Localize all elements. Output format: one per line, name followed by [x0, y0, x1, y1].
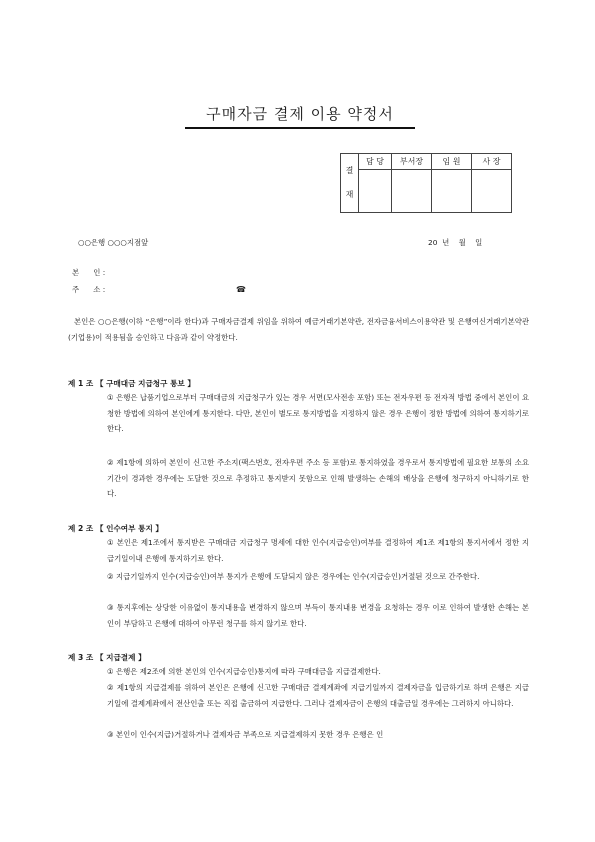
- article-2-clause-1: ① 본인은 제1조에서 통지받은 구매대금 지급청구 명세에 대한 인수(지급승인)여부를 결정하여 제1조 제1항의 통지서에서 정한 지급기일이내 은행에 통지하기로 한다.: [107, 538, 529, 563]
- approval-side-label: 결 재: [341, 154, 359, 213]
- approval-sign-executive[interactable]: [432, 170, 472, 213]
- approval-header-president: 사 장: [472, 154, 512, 170]
- title-underline: [185, 127, 415, 129]
- article-1-clause-1: ① 은행은 납품기업으로부터 구매대금의 지급청구가 있는 경우 서면(모사전송 포함) 또는 전자우편 등 전자적 방법 중에서 본인이 요청한 방법에 의하여 본인에게 통지한다. 다만, 본인이 별도로 통지방법을 지정하지 않은 경우 은행이 정한 방법에 의하여 통지하기로 한다.: [107, 393, 529, 434]
- approval-header-dept-head: 부서장: [392, 154, 432, 170]
- approval-sign-president[interactable]: [472, 170, 512, 213]
- approval-table: [340, 153, 512, 213]
- article-2-clause-2: ② 지급기일까지 인수(지급승인)여부 통지가 은행에 도달되지 않은 경우에는 인수(지급승인)거절된 것으로 간주한다.: [107, 572, 480, 581]
- document-title: 구매자금 결제 이용 약정서: [206, 105, 394, 123]
- approval-header-executive: 임 원: [432, 154, 472, 170]
- article-1-heading: 제 1 조 【 구매대금 지급청구 통보 】: [68, 379, 196, 388]
- article-1-clause-2: ② 제1항에 의하여 본인이 신고한 주소지(팩스번호, 전자우편 주소 등 포함)로 통지하였을 경우로서 통지방법에 필요한 보통의 소요기간이 경과한 경우에는 도달한 것으로 추정하고 통지받지 못함으로 인해 발생하는 손해의 배상을 은행에 청구하지 아니하기로 한다.: [107, 458, 529, 499]
- approval-sign-dept-head[interactable]: [392, 170, 432, 213]
- approval-sign-staff[interactable]: [359, 170, 392, 213]
- phone-icon: ☎: [236, 285, 246, 294]
- article-3-heading: 제 3 조 【 지급결제 】: [68, 653, 146, 662]
- approval-header-staff: 담 당: [359, 154, 392, 170]
- date-line: 20 년 월 일: [428, 238, 483, 247]
- address-label: 주 소 :: [72, 285, 106, 294]
- article-3-clause-1: ① 은행은 제2조에 의한 본인의 인수(지급승인)통지에 따라 구매대금을 지급결제한다.: [107, 667, 381, 676]
- article-3-clause-2: ② 제1항의 지급결제를 위하여 본인은 은행에 신고한 구매대금 결제계좌에 지급기일까지 결제자금을 입금하기로 하며 은행은 지급기일에 결제계좌에서 전산인출 또는 직접 출금하여 지급한다. 그러나 결제자금이 은행의 대출금일 경우에는 그러하지 아니하다.: [107, 683, 529, 708]
- person-label: 본 인 :: [72, 268, 106, 277]
- article-2-heading: 제 2 조 【 인수여부 통지 】: [68, 524, 164, 533]
- intro-paragraph: 본인은 ○○은행(이하 “은행”이라 한다)과 구매자금결제 위임을 위하여 예금거래기본약관, 전자금융서비스이용약관 및 은행여신거래기본약관(기업용)이 적용됨을 승인하고 다음과 같이 약정한다.: [68, 317, 529, 342]
- addressee: ○○은행 ○○○지점앞: [78, 238, 149, 247]
- article-3-clause-3: ③ 본인이 인수(지급)거절하거나 결제자금 부족으로 지급결제하지 못한 경우 은행은 인: [107, 730, 384, 739]
- article-2-clause-3: ③ 통지후에는 상당한 이유없이 통지내용을 변경하지 않으며 부득이 통지내용 변경을 요청하는 경우 이로 인하여 발생한 손해는 본인이 부담하고 은행에 대하여 아무런 청구를 하지 않기로 한다.: [107, 603, 529, 628]
